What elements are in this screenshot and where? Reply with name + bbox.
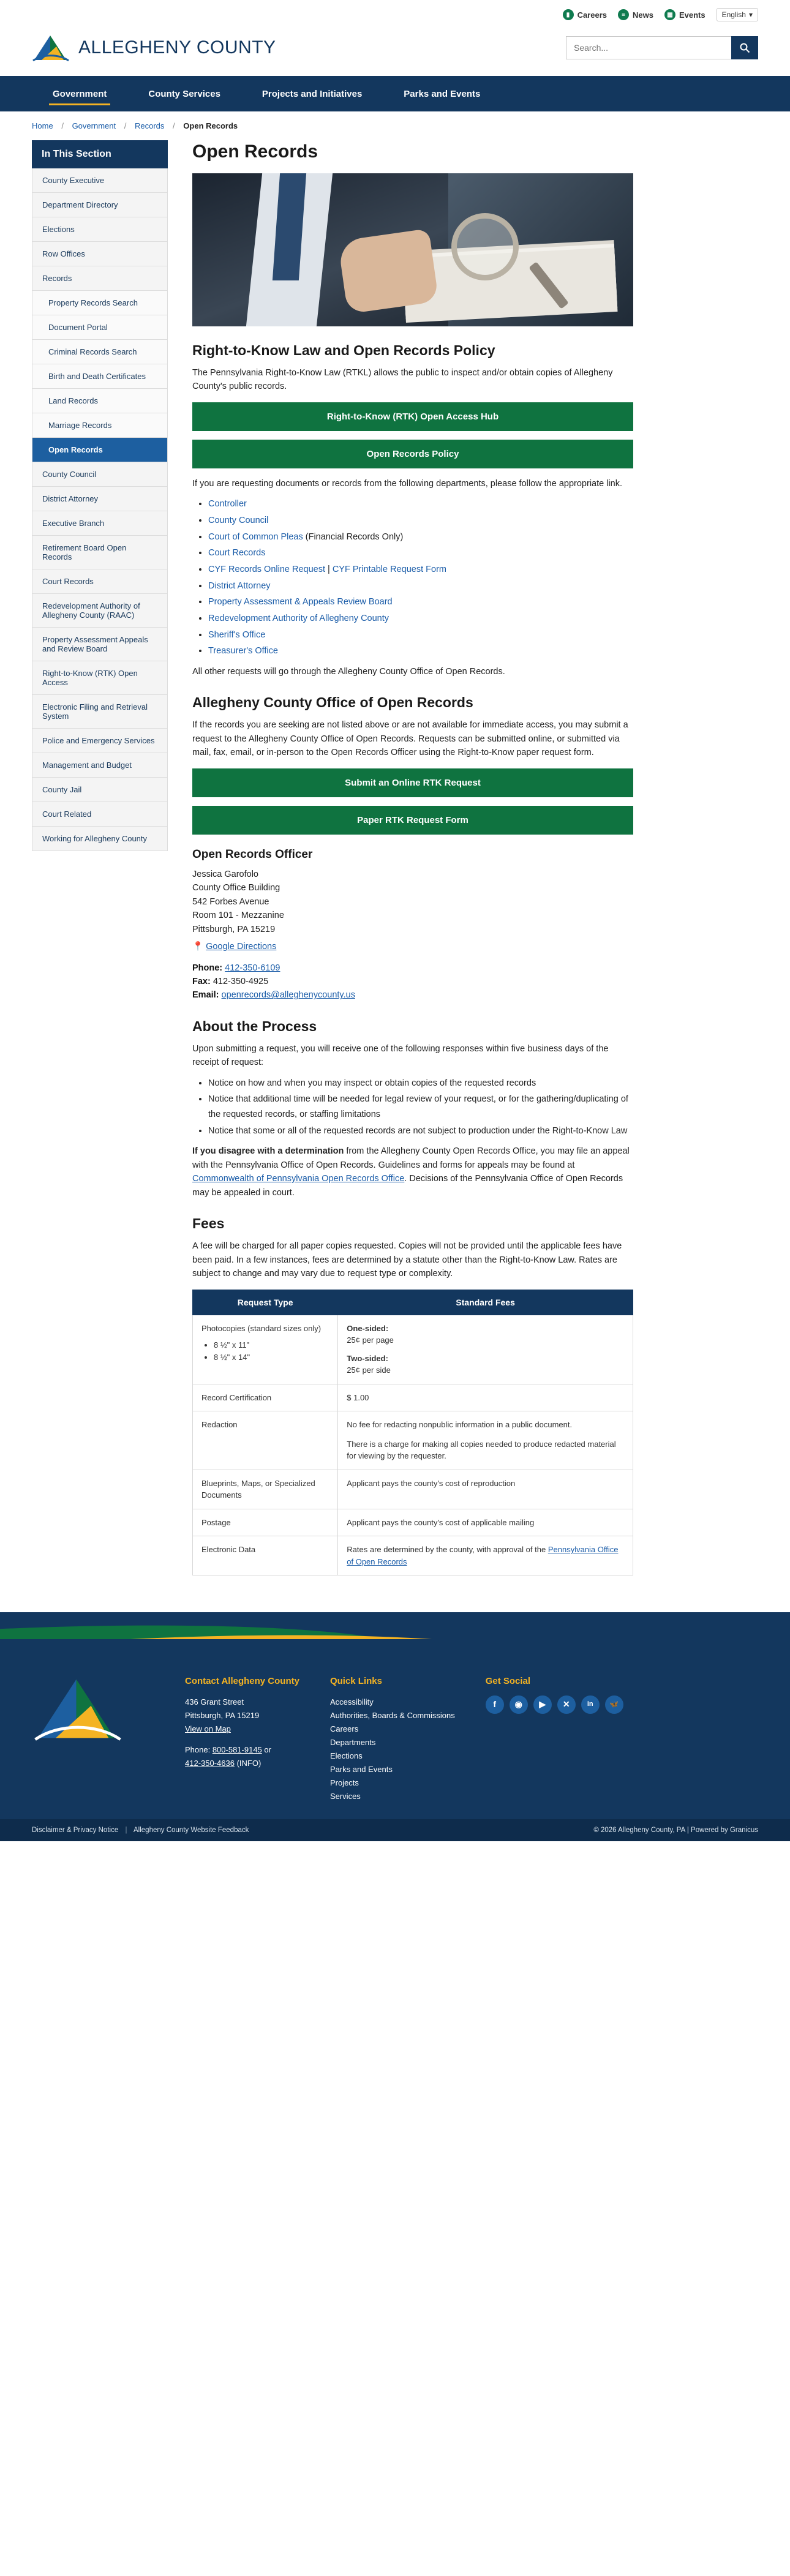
department-link-county-council[interactable]: County Council: [208, 516, 269, 526]
sidebar-item-label: Police and Emergency Services: [42, 736, 155, 745]
site-footer: [0, 1655, 790, 1819]
footer-website-feedback-link[interactable]: Allegheny County Website Feedback: [134, 1827, 249, 1834]
paper-rtk-request-form-button[interactable]: Paper RTK Request Form: [192, 806, 633, 835]
footer-bottom-bar: [0, 1819, 790, 1841]
policy-heading: Right-to-Know Law and Open Records Policy: [192, 342, 495, 358]
sidebar-item-marriage-records[interactable]: [32, 413, 168, 438]
photocopy-sizes-list: [201, 1339, 329, 1363]
sidebar-item-birth-and-death-certificates[interactable]: [32, 364, 168, 389]
fee-value-postage: Applicant pays the county's cost of applicable mailing: [338, 1509, 633, 1536]
process-list: [192, 1076, 633, 1139]
brand-title: ALLEGHENY COUNTY: [78, 37, 276, 58]
footer-address-line2: Pittsburgh, PA 15219: [185, 1710, 260, 1720]
breadcrumb: [0, 111, 790, 140]
rtk-open-access-hub-button[interactable]: Right-to-Know (RTK) Open Access Hub: [192, 402, 633, 431]
footer-contact-heading: Contact Allegheny County: [185, 1676, 299, 1687]
sidebar-item-records[interactable]: [32, 266, 168, 291]
list-item: [208, 611, 633, 626]
fee-two-sided-label: Two-sided:: [347, 1353, 388, 1363]
search-input[interactable]: [566, 36, 731, 59]
sidebar-item-department-directory[interactable]: [32, 193, 168, 217]
search-button[interactable]: [731, 36, 758, 59]
footer-phone-primary-link[interactable]: 800-581-9145: [212, 1744, 262, 1754]
breadcrumb-item-home[interactable]: Home: [32, 121, 53, 130]
fee-redaction-line1: No fee for redacting nonpublic information in a public document.: [347, 1420, 573, 1430]
section-sidebar: [32, 140, 168, 851]
officer-name: Jessica Garofolo: [192, 869, 258, 879]
department-link-controller[interactable]: Controller: [208, 499, 247, 509]
sidebar-item-label: Court Related: [42, 809, 92, 819]
list-item: [208, 644, 633, 659]
nav-item-projects-and-initiatives[interactable]: [241, 76, 383, 111]
department-separator: |: [325, 564, 333, 574]
sidebar-heading: In This Section: [32, 140, 168, 168]
sidebar-item-land-records[interactable]: [32, 389, 168, 413]
officer-building: County Office Building: [192, 883, 280, 893]
sidebar-item-rtk-open-access[interactable]: [32, 661, 168, 695]
site-search: [566, 36, 758, 59]
sidebar-item-label: Row Offices: [42, 249, 85, 258]
fee-type-label: Photocopies (standard sizes only): [201, 1323, 322, 1333]
fees-intro: A fee will be charged for all paper copies requested. Copies will not be provided until the applicable fees have been paid. In a few instances, fees are determined by a statute other than the Right-to-Know Law. Rates are subject to change and may vary due to request type or complexity.: [192, 1241, 622, 1279]
main-navigation: [0, 76, 790, 111]
brand-home-link[interactable]: [32, 33, 276, 62]
sidebar-item-working-for-allegheny-county[interactable]: [32, 827, 168, 851]
breadcrumb-current: Open Records: [183, 121, 238, 130]
sidebar-item-property-assessment-appeals[interactable]: [32, 628, 168, 661]
officer-details: [192, 868, 633, 1002]
facebook-icon[interactable]: [486, 1695, 504, 1714]
sidebar-item-label: Open Records: [48, 445, 103, 454]
bluesky-icon[interactable]: [605, 1695, 623, 1714]
footer-link-elections[interactable]: Elections: [329, 1751, 363, 1761]
list-item: • 8 ½" x 11": [214, 1339, 329, 1351]
fee-one-sided-label: One-sided:: [347, 1323, 389, 1333]
site-header: [0, 29, 790, 76]
briefcase-icon: ▮: [563, 9, 574, 20]
footer-logo: [32, 1673, 154, 1803]
submit-online-rtk-request-button[interactable]: Submit an Online RTK Request: [192, 768, 633, 797]
youtube-glyph: ▶: [539, 1699, 546, 1709]
sidebar-item-label: Property Assessment Appeals and Review Board: [42, 635, 148, 653]
breadcrumb-separator: /: [61, 121, 64, 130]
sidebar-item-elections[interactable]: [32, 217, 168, 242]
footer-link-projects[interactable]: Projects: [329, 1778, 359, 1788]
utility-link-events[interactable]: [664, 9, 705, 20]
nav-item-projects-label: Projects and Initiatives: [261, 88, 363, 99]
sidebar-item-document-portal[interactable]: [32, 315, 168, 340]
language-selector[interactable]: [717, 8, 758, 21]
chevron-down-icon: ▾: [748, 10, 753, 19]
nav-item-parks-and-events[interactable]: [383, 76, 501, 111]
department-link-sheriffs-office[interactable]: Sheriff's Office: [208, 629, 266, 640]
footer-copyright: [593, 1827, 758, 1834]
fee-value-photocopies: [338, 1315, 633, 1384]
instagram-icon[interactable]: [510, 1695, 528, 1714]
officer-street: 542 Forbes Avenue: [192, 896, 269, 907]
department-link-cyf-printable-form[interactable]: CYF Printable Request Form: [332, 564, 446, 574]
office-paragraph: If the records you are seeking are not listed above or are not available for immediate access, you may submit a request to the Allegheny County Office of Open Records. Requests can be submitted online, or submitted via mail, fax, email, or in-person to the Open Records Officer using the Right-to-Know paper request form.: [192, 720, 628, 758]
sidebar-item-label: Land Records: [48, 396, 98, 405]
officer-fax-value: 412-350-4925: [213, 976, 269, 986]
calendar-icon: ▦: [664, 9, 675, 20]
table-row: [193, 1509, 633, 1536]
nav-item-county-services-label: County Services: [148, 88, 220, 99]
list-item: [208, 562, 633, 577]
sidebar-item-district-attorney[interactable]: [32, 487, 168, 511]
policy-intro: The Pennsylvania Right-to-Know Law (RTKL) allows the public to inspect and/or obtain copies of Allegheny County's public records.: [192, 368, 613, 392]
sidebar-item-label: County Council: [42, 470, 97, 479]
footer-link-services[interactable]: Services: [329, 1792, 361, 1801]
sidebar-item-electronic-filing[interactable]: [32, 695, 168, 729]
footer-phone-or: or: [261, 1744, 271, 1754]
allegheny-county-logo-footer: [32, 1673, 124, 1744]
social-links: [486, 1695, 623, 1714]
table-header-row: [193, 1290, 633, 1315]
list-item: • 8 ½" x 14": [214, 1351, 329, 1364]
department-link-district-attorney[interactable]: District Attorney: [208, 580, 271, 591]
list-item: • Notice that some or all of the requested records are not subject to production under the Right-to-Know Law: [208, 1124, 633, 1139]
sidebar-item-county-council[interactable]: [32, 462, 168, 487]
fee-value-redaction: [338, 1411, 633, 1470]
office-heading: Allegheny County Office of Open Records: [192, 694, 473, 711]
sidebar-item-label: Redevelopment Authority of Allegheny County (RAAC): [42, 601, 140, 620]
list-item: [208, 546, 633, 561]
list-item: [208, 595, 633, 610]
sidebar-item-label: Marriage Records: [48, 421, 112, 430]
sidebar-item-police-and-emergency-services[interactable]: [32, 729, 168, 753]
footer-quick-links-column: [330, 1673, 455, 1803]
sidebar-item-label: Working for Allegheny County: [42, 834, 148, 843]
linkedin-icon[interactable]: [581, 1695, 600, 1714]
appeal-paragraph: [192, 1144, 633, 1200]
sidebar-item-label: Department Directory: [42, 200, 118, 209]
nav-item-government-label: Government: [53, 88, 107, 99]
sidebar-item-raac[interactable]: [32, 594, 168, 628]
appeal-bold-lead: If you disagree with a determination: [192, 1146, 344, 1157]
magnifier-glass-icon: [451, 213, 519, 280]
utility-link-careers-label: Careers: [577, 10, 607, 20]
breadcrumb-separator: /: [124, 121, 127, 130]
departments-intro: If you are requesting documents or records from the following departments, please follow the appropriate link.: [192, 478, 623, 489]
sidebar-item-label: Court Records: [42, 577, 94, 586]
sidebar-item-label: Retirement Board Open Records: [42, 543, 127, 561]
footer-wave-decoration: [0, 1612, 790, 1655]
list-item: [208, 579, 633, 594]
table-row: [193, 1315, 633, 1384]
footer-link-accessibility[interactable]: Accessibility: [329, 1697, 374, 1707]
page-layout: [0, 140, 790, 1612]
phone-label: Phone:: [192, 963, 223, 973]
officer-room: Room 101 - Mezzanine: [192, 911, 284, 921]
footer-view-on-map-link[interactable]: View on Map: [185, 1724, 231, 1733]
nav-item-parks-label: Parks and Events: [404, 88, 481, 99]
footer-phone-label: Phone:: [185, 1744, 211, 1754]
sidebar-item-label: Document Portal: [48, 323, 108, 332]
footer-phone-note: (INFO): [234, 1759, 261, 1768]
department-note: (Financial Records Only): [303, 531, 404, 542]
list-item: [208, 530, 633, 545]
list-item: [208, 497, 633, 512]
linkedin-glyph: in: [587, 1700, 593, 1708]
departments-note: All other requests will go through the Allegheny County Office of Open Records.: [192, 666, 505, 677]
sidebar-item-label: Management and Budget: [42, 760, 132, 770]
table-row: [193, 1470, 633, 1509]
breadcrumb-separator: /: [173, 121, 175, 130]
sidebar-item-open-records[interactable]: [32, 438, 168, 462]
nav-item-county-services[interactable]: [127, 76, 241, 111]
column-header-standard-fees: Standard Fees: [338, 1290, 633, 1315]
twitter-x-glyph: ✕: [562, 1699, 570, 1709]
officer-email-link[interactable]: openrecords@alleghenycounty.us: [221, 990, 355, 1001]
twitter-x-icon[interactable]: [557, 1695, 576, 1714]
sidebar-item-label: Property Records Search: [48, 298, 138, 307]
breadcrumb-item-records[interactable]: Records: [134, 121, 165, 130]
sidebar-item-label: Elections: [42, 225, 75, 234]
sidebar-item-court-records[interactable]: [32, 569, 168, 594]
officer-phone-link[interactable]: 412-350-6109: [225, 963, 280, 973]
sidebar-item-label: Executive Branch: [42, 519, 105, 528]
pa-office-of-open-records-link[interactable]: Pennsylvania Office of Open Records: [347, 1545, 619, 1566]
fee-redaction-line2: There is a charge for making all copies needed to produce redacted material for viewing by the requester.: [347, 1439, 616, 1461]
footer-quick-links-heading: Quick Links: [329, 1676, 382, 1687]
sidebar-item-executive-branch[interactable]: [32, 511, 168, 536]
column-header-request-type: Request Type: [193, 1290, 338, 1315]
nav-item-government[interactable]: [32, 76, 127, 111]
sidebar-item-row-offices[interactable]: [32, 242, 168, 266]
sidebar-item-label: County Executive: [42, 176, 105, 185]
fee-type-blueprints-maps: Blueprints, Maps, or Specialized Documents: [193, 1470, 338, 1509]
fee-value-electronic-data: [338, 1536, 633, 1575]
department-link-treasurers-office[interactable]: Treasurer's Office: [208, 646, 278, 656]
map-pin-icon: 📍: [192, 942, 204, 952]
list-item: [208, 628, 633, 643]
appeal-tail: . Decisions of the Pennsylvania Office of Open Records may be appealed in court.: [192, 1174, 623, 1198]
footer-disclaimer-privacy-link[interactable]: Disclaimer & Privacy Notice: [32, 1827, 119, 1834]
fee-electronic-data-text: Rates are determined by the county, with approval of the: [347, 1545, 548, 1555]
facebook-glyph: f: [493, 1699, 497, 1709]
footer-contact-column: [185, 1673, 299, 1803]
main-content: [192, 140, 633, 1575]
departments-list: [192, 497, 633, 658]
officer-email-line: [192, 988, 633, 1002]
department-link-court-records[interactable]: Court Records: [208, 548, 266, 558]
fee-type-postage: Postage: [193, 1509, 338, 1536]
fee-two-sided-value: 25¢ per side: [347, 1365, 391, 1375]
sidebar-item-label: Records: [42, 274, 72, 283]
footer-social-column: [486, 1673, 623, 1803]
hero-hand: [337, 228, 438, 314]
officer-city: Pittsburgh, PA 15219: [192, 924, 276, 934]
utility-link-events-label: Events: [679, 10, 705, 20]
sidebar-item-court-related[interactable]: [32, 802, 168, 827]
utility-link-news[interactable]: [618, 9, 653, 20]
sidebar-item-management-and-budget[interactable]: [32, 753, 168, 778]
fee-value-record-certification: $ 1.00: [338, 1384, 633, 1411]
sidebar-item-label: Criminal Records Search: [48, 347, 137, 356]
open-records-policy-button[interactable]: Open Records Policy: [192, 440, 633, 468]
process-heading: About the Process: [192, 1018, 317, 1034]
utility-bar: [0, 0, 790, 29]
google-directions-link[interactable]: Google Directions: [206, 942, 277, 952]
page-title: Open Records: [192, 141, 318, 162]
footer-legal-links: [32, 1827, 249, 1834]
appeal-text: from the Allegheny County Open Records Office, you may file an appeal with the Pennsylvania Office of Open Records. Guidelines and forms for appeals may be found at: [192, 1146, 630, 1170]
sidebar-item-label: District Attorney: [42, 494, 99, 503]
fee-type-photocopies: [193, 1315, 338, 1384]
fees-table: [192, 1290, 633, 1576]
footer-copyright-text: © 2026 Allegheny County, PA | Powered by: [593, 1827, 730, 1834]
officer-heading: Open Records Officer: [192, 847, 313, 861]
utility-link-careers[interactable]: [563, 9, 607, 20]
sidebar-item-property-records-search[interactable]: [32, 291, 168, 315]
sidebar-item-county-jail[interactable]: [32, 778, 168, 802]
department-link-court-of-common-pleas[interactable]: Court of Common Pleas: [208, 531, 303, 542]
sidebar-item-criminal-records-search[interactable]: [32, 340, 168, 364]
footer-link-authorities-boards-commissions[interactable]: Authorities, Boards & Commissions: [329, 1710, 455, 1720]
officer-phone-line: [192, 961, 633, 975]
fee-type-record-certification: Record Certification: [193, 1384, 338, 1411]
news-icon: ≡: [618, 9, 629, 20]
footer-link-parks-and-events[interactable]: Parks and Events: [329, 1765, 393, 1774]
table-row: [193, 1384, 633, 1411]
footer-link-careers[interactable]: Careers: [329, 1724, 359, 1733]
allegheny-county-logo: [32, 33, 70, 62]
youtube-icon[interactable]: [533, 1695, 552, 1714]
sidebar-item-county-executive[interactable]: [32, 168, 168, 193]
footer-phone-secondary-link[interactable]: 412-350-4636: [185, 1759, 235, 1768]
fee-value-blueprints-maps: Applicant pays the county's cost of reproduction: [338, 1470, 633, 1509]
list-item: • Notice that additional time will be needed for legal review of your request, or for the gathering/duplicating of the requested records, or staffing limitations: [208, 1092, 633, 1122]
sidebar-item-label: County Jail: [42, 785, 82, 794]
fee-one-sided-value: 25¢ per page: [347, 1335, 394, 1345]
footer-granicus-link[interactable]: Granicus: [729, 1827, 758, 1834]
table-row: [193, 1411, 633, 1470]
department-link-raac[interactable]: Redevelopment Authority of Allegheny County: [208, 613, 389, 623]
process-intro: Upon submitting a request, you will receive one of the following responses within five business days of the receipt of request:: [192, 1043, 609, 1068]
language-selector-value: English: [721, 10, 746, 19]
fee-type-electronic-data: Electronic Data: [193, 1536, 338, 1575]
breadcrumb-item-government[interactable]: Government: [72, 121, 116, 130]
sidebar-item-label: Birth and Death Certificates: [48, 372, 146, 381]
wave-band-navy: [0, 1639, 790, 1655]
fees-heading: Fees: [192, 1215, 225, 1232]
footer-address-line1: 436 Grant Street: [185, 1697, 244, 1707]
list-item: [208, 513, 633, 528]
bluesky-glyph: 🦋: [609, 1700, 619, 1709]
hero-image: [192, 173, 633, 326]
fax-label: Fax:: [192, 976, 211, 986]
department-link-cyf-online-request[interactable]: CYF Records Online Request: [208, 564, 325, 574]
instagram-glyph: ◉: [514, 1699, 522, 1709]
search-icon: [739, 42, 750, 53]
department-link-property-assessment-appeals-review-board[interactable]: Property Assessment & Appeals Review Board: [208, 597, 393, 607]
footer-link-departments[interactable]: Departments: [329, 1737, 376, 1747]
table-row: [193, 1536, 633, 1575]
list-item: • Notice on how and when you may inspect or obtain copies of the requested records: [208, 1076, 633, 1091]
sidebar-item-label: Electronic Filing and Retrieval System: [42, 702, 148, 721]
fee-type-redaction: Redaction: [193, 1411, 338, 1470]
sidebar-item-retirement-board-open-records[interactable]: [32, 536, 168, 569]
pa-open-records-office-link[interactable]: Commonwealth of Pennsylvania Open Records Office: [192, 1174, 405, 1184]
footer-bottom-separator: |: [125, 1827, 127, 1834]
sidebar-item-label: Right-to-Know (RTK) Open Access: [42, 669, 138, 687]
footer-social-heading: Get Social: [485, 1676, 531, 1687]
utility-link-news-label: News: [633, 10, 653, 20]
email-label: Email:: [192, 990, 219, 1001]
officer-fax-line: [192, 975, 633, 988]
